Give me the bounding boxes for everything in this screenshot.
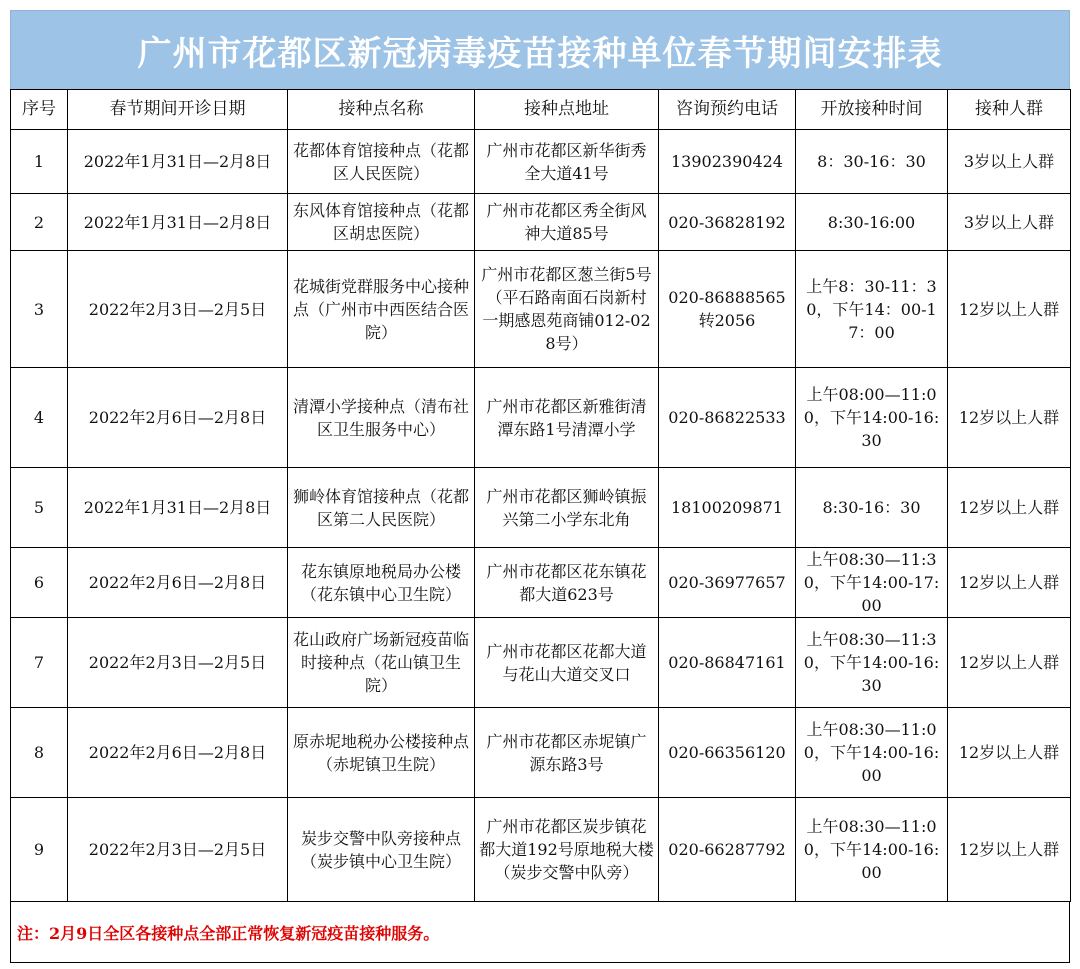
cell-address: 广州市花都区赤坭镇广源东路3号	[475, 708, 659, 798]
cell-group: 12岁以上人群	[948, 368, 1071, 468]
cell-no: 7	[11, 618, 68, 708]
cell-site-name: 狮岭体育馆接种点（花都区第二人民医院）	[288, 468, 475, 548]
cell-hours: 上午08:30—11:30，下午14:00-16:30	[796, 618, 948, 708]
cell-site-name: 花东镇原地税局办公楼（花东镇中心卫生院）	[288, 548, 475, 618]
header-group: 接种人群	[948, 90, 1071, 130]
cell-phone: 18100209871	[659, 468, 796, 548]
header-row	[11, 90, 1071, 130]
cell-site-name: 炭步交警中队旁接种点（炭步镇中心卫生院）	[288, 798, 475, 902]
cell-no: 5	[11, 468, 68, 548]
table-row	[11, 130, 1071, 194]
schedule-sheet	[10, 10, 1070, 963]
cell-hours: 上午8：30-11：30，下午14：00-17：00	[796, 251, 948, 368]
cell-site-name: 原赤坭地税办公楼接种点（赤坭镇卫生院）	[288, 708, 475, 798]
schedule-table	[10, 89, 1071, 902]
cell-date: 2022年2月6日—2月8日	[68, 548, 288, 618]
header-date: 春节期间开诊日期	[68, 90, 288, 130]
cell-hours: 上午08:00—11:00，下午14:00-16:30	[796, 368, 948, 468]
cell-address: 广州市花都区新华街秀全大道41号	[475, 130, 659, 194]
cell-date: 2022年2月6日—2月8日	[68, 368, 288, 468]
cell-date: 2022年1月31日—2月8日	[68, 468, 288, 548]
cell-group: 12岁以上人群	[948, 548, 1071, 618]
table-row	[11, 368, 1071, 468]
footnote	[10, 902, 1070, 963]
cell-address: 广州市花都区花东镇花都大道623号	[475, 548, 659, 618]
cell-phone: 020-86888565转2056	[659, 251, 796, 368]
cell-no: 2	[11, 194, 68, 251]
cell-hours: 上午08:30—11:00，下午14:00-16:00	[796, 708, 948, 798]
header-site-name: 接种点名称	[288, 90, 475, 130]
cell-no: 1	[11, 130, 68, 194]
cell-group: 12岁以上人群	[948, 251, 1071, 368]
cell-phone: 020-36977657	[659, 548, 796, 618]
footnote-text: 注：2月9日全区各接种点全部正常恢复新冠疫苗接种服务。	[17, 923, 440, 943]
table-row	[11, 548, 1071, 618]
cell-date: 2022年1月31日—2月8日	[68, 194, 288, 251]
cell-site-name: 清潭小学接种点（清布社区卫生服务中心）	[288, 368, 475, 468]
cell-date: 2022年2月3日—2月5日	[68, 618, 288, 708]
cell-group: 3岁以上人群	[948, 194, 1071, 251]
cell-group: 12岁以上人群	[948, 468, 1071, 548]
cell-date: 2022年2月3日—2月5日	[68, 251, 288, 368]
cell-hours: 上午08:30—11:30，下午14:00-17:00	[796, 548, 948, 618]
cell-site-name: 花城街党群服务中心接种点（广州市中西医结合医院）	[288, 251, 475, 368]
cell-site-name: 花都体育馆接种点（花都区人民医院）	[288, 130, 475, 194]
cell-date: 2022年1月31日—2月8日	[68, 130, 288, 194]
header-no: 序号	[11, 90, 68, 130]
header-address: 接种点地址	[475, 90, 659, 130]
cell-address: 广州市花都区葱兰街5号（平石路南面石岗新村一期感恩苑商铺012-028号）	[475, 251, 659, 368]
cell-no: 8	[11, 708, 68, 798]
cell-address: 广州市花都区花都大道与花山大道交叉口	[475, 618, 659, 708]
table-row	[11, 468, 1071, 548]
cell-group: 12岁以上人群	[948, 708, 1071, 798]
cell-no: 6	[11, 548, 68, 618]
table-row	[11, 194, 1071, 251]
cell-hours: 8:30-16：30	[796, 468, 948, 548]
cell-no: 9	[11, 798, 68, 902]
cell-date: 2022年2月6日—2月8日	[68, 708, 288, 798]
table-row	[11, 798, 1071, 902]
cell-phone: 13902390424	[659, 130, 796, 194]
header-hours: 开放接种时间	[796, 90, 948, 130]
cell-address: 广州市花都区炭步镇花都大道192号原地税大楼（炭步交警中队旁）	[475, 798, 659, 902]
cell-group: 12岁以上人群	[948, 798, 1071, 902]
cell-address: 广州市花都区新雅街清潭东路1号清潭小学	[475, 368, 659, 468]
cell-group: 12岁以上人群	[948, 618, 1071, 708]
cell-phone: 020-66287792	[659, 798, 796, 902]
page-title: 广州市花都区新冠病毒疫苗接种单位春节期间安排表	[137, 33, 943, 74]
title-banner	[10, 10, 1070, 89]
cell-hours: 8：30-16：30	[796, 130, 948, 194]
table-row	[11, 618, 1071, 708]
cell-phone: 020-66356120	[659, 708, 796, 798]
cell-phone: 020-36828192	[659, 194, 796, 251]
cell-site-name: 花山政府广场新冠疫苗临时接种点（花山镇卫生院）	[288, 618, 475, 708]
cell-group: 3岁以上人群	[948, 130, 1071, 194]
cell-site-name: 东风体育馆接种点（花都区胡忠医院）	[288, 194, 475, 251]
cell-no: 4	[11, 368, 68, 468]
cell-date: 2022年2月3日—2月5日	[68, 798, 288, 902]
cell-hours: 8:30-16:00	[796, 194, 948, 251]
cell-address: 广州市花都区狮岭镇振兴第二小学东北角	[475, 468, 659, 548]
cell-address: 广州市花都区秀全街风神大道85号	[475, 194, 659, 251]
cell-no: 3	[11, 251, 68, 368]
cell-phone: 020-86847161	[659, 618, 796, 708]
header-phone: 咨询预约电话	[659, 90, 796, 130]
table-row	[11, 251, 1071, 368]
cell-phone: 020-86822533	[659, 368, 796, 468]
table-row	[11, 708, 1071, 798]
cell-hours: 上午08:30—11:00，下午14:00-16:00	[796, 798, 948, 902]
